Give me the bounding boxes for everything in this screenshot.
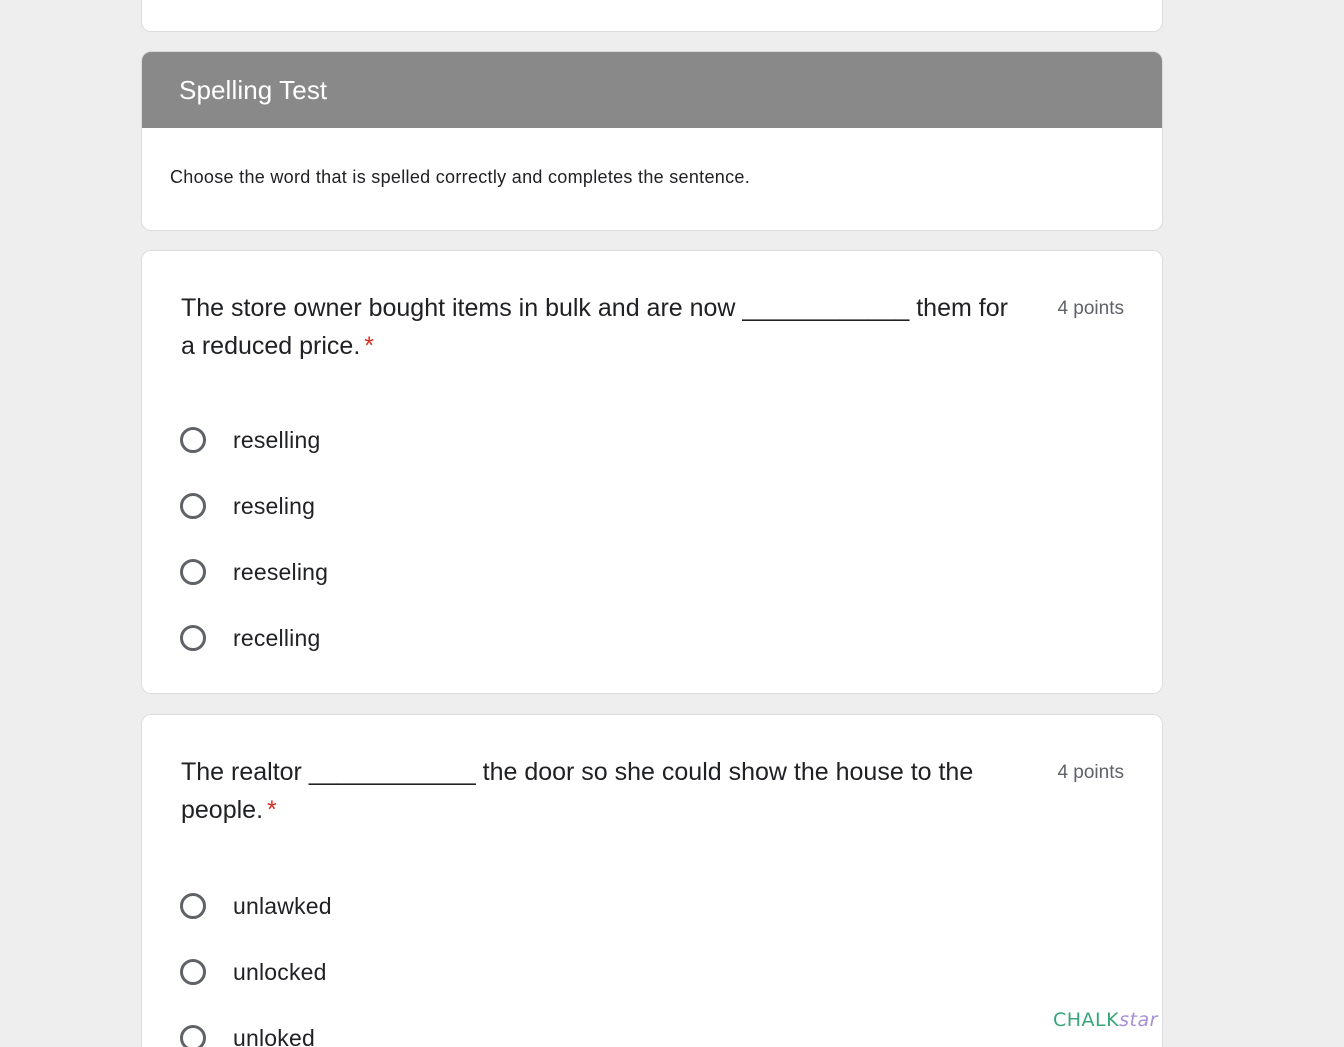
option-label: reselling bbox=[233, 426, 321, 453]
previous-card bbox=[141, 0, 1163, 32]
radio-button[interactable] bbox=[180, 559, 206, 585]
option-reselling[interactable] bbox=[180, 407, 328, 473]
question-2-text: The realtor ____________ the door so she could show the house to the people. bbox=[181, 758, 974, 824]
option-unlawked[interactable] bbox=[180, 873, 332, 939]
radio-button[interactable] bbox=[180, 959, 206, 985]
question-text bbox=[181, 289, 1021, 365]
option-label: reeseling bbox=[233, 558, 329, 585]
required-asterisk: * bbox=[364, 332, 375, 360]
option-reeseling[interactable] bbox=[180, 539, 328, 605]
option-label: reseling bbox=[233, 492, 316, 519]
option-label: recelling bbox=[233, 624, 321, 651]
question-card-2 bbox=[141, 714, 1163, 1047]
question-points: 4 points bbox=[1057, 298, 1124, 319]
option-list bbox=[180, 407, 328, 671]
form-description: Choose the word that is spelled correctly and completes the sentence. bbox=[170, 167, 751, 187]
watermark-part-chalk: CHALK bbox=[1053, 1009, 1120, 1031]
radio-button[interactable] bbox=[180, 625, 206, 651]
form-header-band bbox=[142, 52, 1162, 128]
radio-button[interactable] bbox=[180, 427, 206, 453]
form-title: Spelling Test bbox=[179, 74, 328, 105]
chalkstar-watermark bbox=[1053, 1009, 1158, 1031]
question-text bbox=[181, 753, 1021, 829]
question-card-1 bbox=[141, 250, 1163, 694]
option-label: unlawked bbox=[233, 892, 332, 919]
option-unlocked[interactable] bbox=[180, 939, 332, 1005]
watermark-part-star: star bbox=[1119, 1009, 1158, 1031]
option-recelling[interactable] bbox=[180, 605, 328, 671]
option-label: unlocked bbox=[233, 958, 327, 985]
radio-button[interactable] bbox=[180, 1025, 206, 1047]
form-header-card bbox=[141, 51, 1163, 231]
option-unloked[interactable] bbox=[180, 1005, 332, 1047]
question-1-text: The store owner bought items in bulk and are now ____________ them for a reduced price. bbox=[181, 294, 1008, 360]
option-list bbox=[180, 873, 332, 1047]
radio-button[interactable] bbox=[180, 493, 206, 519]
question-points: 4 points bbox=[1057, 762, 1124, 783]
required-asterisk: * bbox=[267, 796, 277, 824]
radio-button[interactable] bbox=[180, 893, 206, 919]
option-reseling[interactable] bbox=[180, 473, 328, 539]
option-label: unloked bbox=[233, 1024, 315, 1047]
